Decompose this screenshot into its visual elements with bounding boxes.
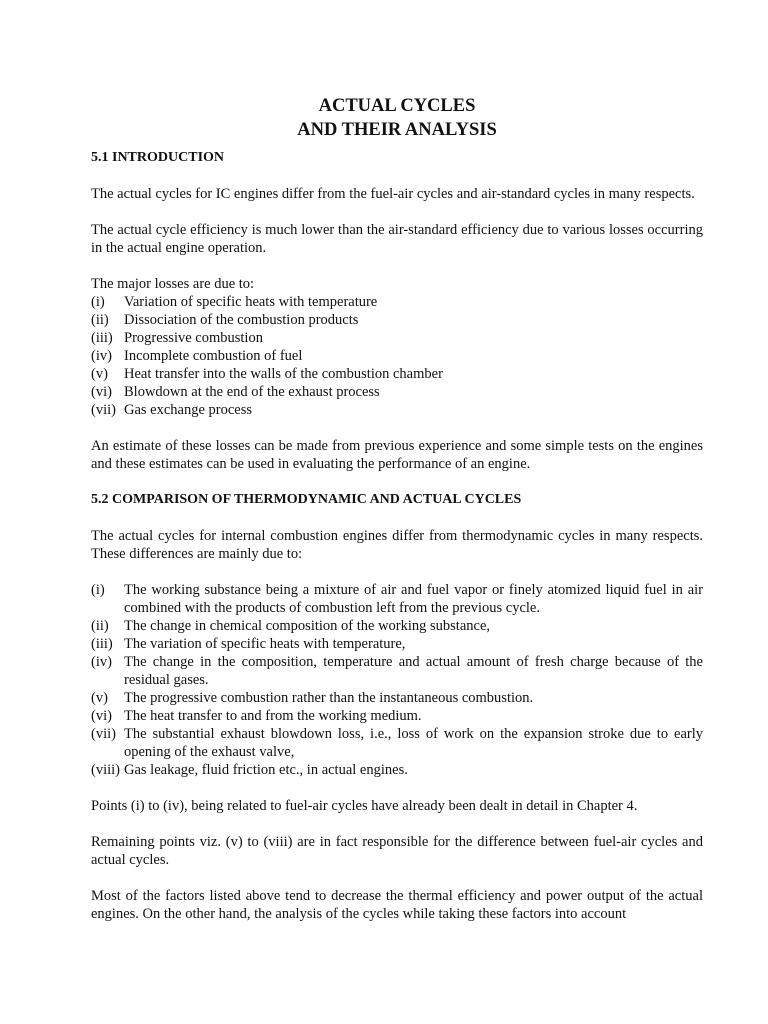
- list-item-number: (iii): [91, 330, 113, 346]
- losses-list: [91, 293, 703, 419]
- section-1-heading: 5.1 INTRODUCTION: [91, 150, 225, 165]
- list-item-text: The substantial exhaust blowdown loss, i.e., loss of work on the expansion stroke due to early opening of the exhaust valve,: [124, 726, 703, 760]
- list-item-number: (v): [91, 366, 108, 382]
- list-item: [91, 635, 703, 653]
- list-item-text: Dissociation of the combustion products: [124, 312, 359, 328]
- list-item-number: (i): [91, 582, 105, 598]
- comparison-paragraph-3: Remaining points viz. (v) to (viii) are in fact responsible for the difference between fuel-air cycles and actual cycles.: [91, 834, 703, 868]
- list-item-text: Gas leakage, fluid friction etc., in actual engines.: [124, 762, 408, 778]
- comparison-paragraph-1: The actual cycles for internal combustion engines differ from thermodynamic cycles in many respects. These differences are mainly due to:: [91, 528, 703, 562]
- title-line-2: AND THEIR ANALYSIS: [297, 120, 497, 140]
- list-item-number: (vi): [91, 708, 112, 724]
- list-item-text: Blowdown at the end of the exhaust process: [124, 384, 380, 400]
- comparison-paragraph-2: Points (i) to (iv), being related to fuel-air cycles have already been dealt in detail in Chapter 4.: [91, 798, 638, 814]
- list-item-text: The change in the composition, temperature and actual amount of fresh charge because of the residual gases.: [124, 654, 703, 688]
- list-item: [91, 383, 703, 401]
- list-item-text: Heat transfer into the walls of the combustion chamber: [124, 366, 443, 382]
- list-item-text: The progressive combustion rather than the instantaneous combustion.: [124, 690, 534, 706]
- list-item: [91, 311, 703, 329]
- list-item-number: (iv): [91, 654, 112, 670]
- title-line-1: ACTUAL CYCLES: [318, 96, 476, 116]
- list-item-number: (vii): [91, 726, 116, 742]
- list-item-number: (ii): [91, 618, 109, 634]
- list-item-text: Progressive combustion: [124, 330, 263, 346]
- list-item: [91, 617, 703, 635]
- section-2-heading: 5.2 COMPARISON OF THERMODYNAMIC AND ACTUAL CYCLES: [91, 492, 522, 507]
- list-item-number: (v): [91, 690, 108, 706]
- list-item: [91, 653, 703, 689]
- list-item: [91, 347, 703, 365]
- losses-intro: The major losses are due to:: [91, 276, 255, 292]
- differences-list: [91, 581, 703, 779]
- list-item: [91, 329, 703, 347]
- list-item-number: (vii): [91, 402, 116, 418]
- comparison-paragraph-4: Most of the factors listed above tend to decrease the thermal efficiency and power output of the actual engines. On the other hand, the analysis of the cycles while taking these factors into account: [91, 888, 703, 922]
- list-item: [91, 761, 703, 779]
- list-item-text: The heat transfer to and from the working medium.: [124, 708, 422, 724]
- list-item-text: The change in chemical composition of the working substance,: [124, 618, 491, 634]
- list-item-number: (iii): [91, 636, 113, 652]
- list-item: [91, 689, 703, 707]
- list-item-number: (iv): [91, 348, 112, 364]
- list-item: [91, 365, 703, 383]
- list-item-number: (viii): [91, 762, 120, 778]
- list-item: [91, 581, 703, 617]
- list-item-text: The working substance being a mixture of air and fuel vapor or finely atomized liquid fuel in air combined with the products of combustion left from the previous cycle.: [124, 582, 703, 616]
- list-item-text: Gas exchange process: [124, 402, 253, 418]
- list-item-number: (vi): [91, 384, 112, 400]
- list-item-text: Variation of specific heats with temperature: [124, 294, 378, 310]
- list-item: [91, 707, 703, 725]
- list-item-text: The variation of specific heats with temperature,: [124, 636, 406, 652]
- list-item-number: (ii): [91, 312, 109, 328]
- intro-paragraph-1: The actual cycles for IC engines differ from the fuel-air cycles and air-standard cycles in many respects.: [91, 186, 695, 202]
- intro-paragraph-3: An estimate of these losses can be made from previous experience and some simple tests on the engines and these estimates can be used in evaluating the performance of an engine.: [91, 438, 703, 472]
- intro-paragraph-2: The actual cycle efficiency is much lower than the air-standard efficiency due to various losses occurring in the actual engine operation.: [91, 222, 703, 256]
- list-item-text: Incomplete combustion of fuel: [124, 348, 303, 364]
- list-item: [91, 293, 703, 311]
- list-item: [91, 401, 703, 419]
- list-item: [91, 725, 703, 761]
- list-item-number: (i): [91, 294, 105, 310]
